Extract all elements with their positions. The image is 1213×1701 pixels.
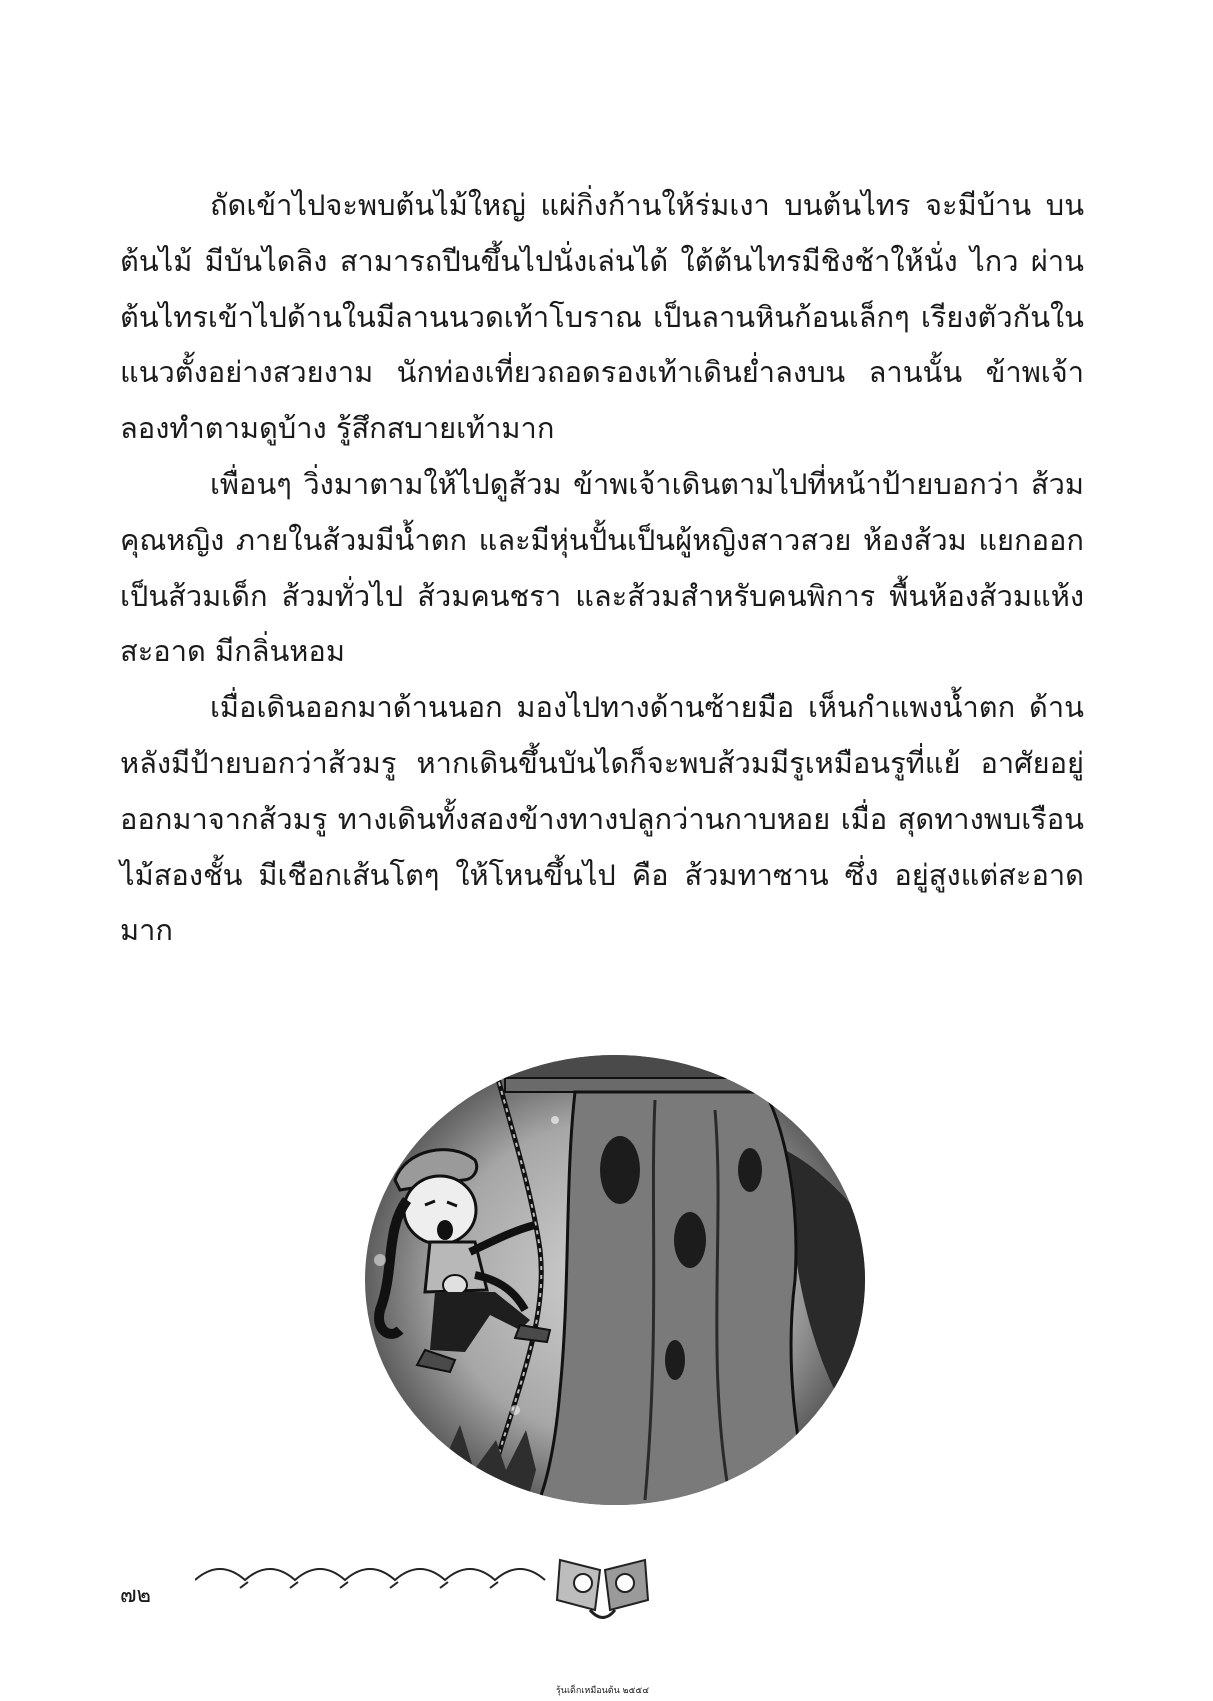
page-number: ๗๒ (120, 1583, 152, 1608)
decorative-arc-border (195, 1560, 555, 1600)
text-line: ด้านหลังมีป้ายบอกว่าส้วมรู หากเดินขึ้นบันไดก็จะพบส้วมมีรูเหมือนรูที่แย้ (120, 690, 1084, 780)
text-line: ลานนั้น ข้าพเจ้าลองทำตามดูบ้าง รู้สึกสบายเท้ามาก (120, 355, 1084, 446)
program-logo-icon (555, 1555, 650, 1627)
text-line: ถัดเข้าไปจะพบต้นไม้ใหญ่ แผ่กิ่งก้านให้ร่มเงา บนต้นไทร จะมีบ้าน (210, 188, 1032, 222)
text-line: ไกว ผ่านต้นไทรเข้าไปด้านในมีลานนวดเท้าโบราณ เป็นลานหินก้อนเล็กๆ (120, 243, 1085, 334)
text-line: ส้วมคุณหญิง ภายในส้วมมีน้ำตก และมีหุ่นปั้นเป็นผู้หญิงสาวสวย ห้องส้วม (120, 466, 1085, 557)
text-line: สุดทางพบเรือนไม้สองชั้น มีเชือกเส้นโตๆ ให้โหนขึ้นไป คือ ส้วมทาซาน ซึ่ง (120, 801, 1085, 892)
text-line: อยู่สูงแต่สะอาดมาก (120, 857, 1084, 948)
story-text (120, 178, 1084, 959)
text-line: พื้นห้องส้วมแห้งสะอาด มีกลิ่นหอม (120, 578, 1084, 669)
text-line: บนต้นไม้ มีบันไดลิง สามารถปีนขึ้นไปนั่งเล่นได้ ใต้ต้นไทรมีชิงช้าให้นั่ง (120, 188, 1085, 278)
text-line: เรียงตัวกันในแนวตั้งอย่างสวยงาม นักท่องเที่ยวถอดรองเท้าเดินย่ำลงบน (120, 299, 1084, 390)
footer-caption: รุ้นเด็กเหมือนต้น ๒๕๕๔ (555, 1686, 650, 1696)
text-line: เพื่อนๆ วิ่งมาตามให้ไปดูส้วม ข้าพเจ้าเดินตามไปที่หน้าป้ายบอกว่า (210, 466, 1020, 501)
text-line: เมื่อเดินออกมาด้านนอก มองไปทางด้านซ้ายมือ เห็นกำแพงน้ำตก (210, 690, 1016, 725)
girl-climbing-tree-illustration (355, 1030, 875, 1510)
paragraph (120, 178, 1084, 457)
text-line: อาศัยอยู่ ออกมาจากส้วมรู ทางเดินทั้งสองข้างทางปลูกว่านกาบหอย เมื่อ (120, 745, 1084, 836)
paragraph (120, 680, 1084, 959)
paragraph (120, 457, 1084, 680)
text-line: แยกออกเป็นส้วมเด็ก ส้วมทั่วไป ส้วมคนชรา และส้วมสำหรับคนพิการ (120, 522, 1084, 613)
